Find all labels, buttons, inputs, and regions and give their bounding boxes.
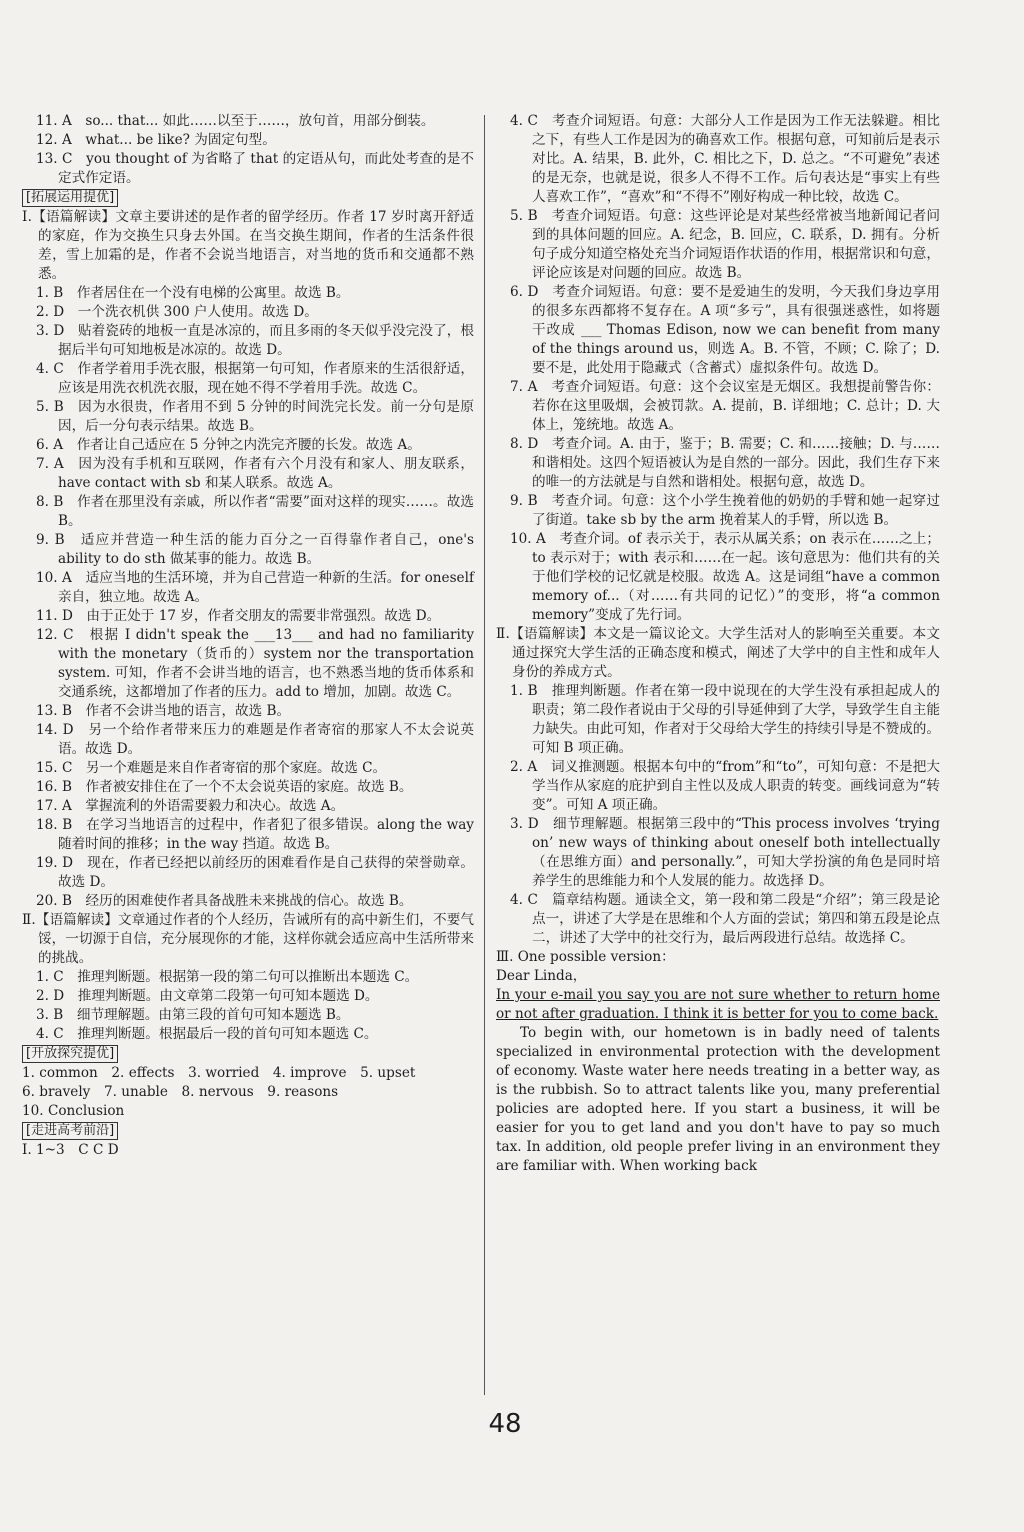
column-divider xyxy=(484,115,485,1395)
answer-item: 4. C 考查介词短语。句意：大部分人工作是因为工作无法躲避。相比之下，有些人工作是因为的确喜欢工作。根据句意，可知前后是表示对比。A. 结果，B. 此外，C. 相比之下，D. 总之。“不可避免”表述的是无奈，也就是说，很多人不得不工作。后句表达是“事实上有些人喜欢工作”，“喜欢”和“不得不”刚好构成一种比较，故选 C。 xyxy=(510,113,940,205)
text-line: Dear Linda， xyxy=(496,968,587,984)
answer-item: 1. C 推理判断题。根据第一段的第二句可以推断出本题选 C。 xyxy=(36,969,419,985)
answer-item: 13. B 作者不会讲当地的语言，故选 B。 xyxy=(36,703,291,719)
right-column xyxy=(496,112,940,1176)
section-heading-row xyxy=(22,188,474,208)
answer-item: 17. A 掌握流利的外语需要毅力和决心。故选 A。 xyxy=(36,798,345,814)
page-number: 48 xyxy=(488,1409,522,1439)
answer-item: 3. D 细节理解题。根据第三段中的“This process involves ‘trying on’ new ways of thinking about oneself both intellectually（在思维方面）and personally.”，可知大学扮演的角色是同时培养学生的思维能力和个人发展的能力。故选择 D。 xyxy=(510,816,940,889)
answer-item: 10. A 适应当地的生活环境，并为自己营造一种新的生活。for oneself 亲自，独立地。故选 A。 xyxy=(36,570,474,605)
text-line: Ⅰ. 1~3 C C D xyxy=(22,1142,119,1158)
answer-item: 19. D 现在，作者已经把以前经历的困难看作是自己获得的荣誉勋章。故选 D。 xyxy=(36,855,474,890)
text-line: In your e-mail you say you are not sure whether to return home or not after graduation. I think it is better for you to come back. xyxy=(496,987,940,1022)
answer-item: 9. B 适应并营造一种生活的能力百分之一百得靠作者自己，one's ability to do sth 做某事的能力。故选 B。 xyxy=(36,532,474,567)
answer-item: 6. D 考查介词短语。句意：要不是爱迪生的发明，今天我们身边享用的很多东西都将不复存在。A 项“多亏”，具有很强迷惑性，如将题干改成 ___ Thomas Edison, now we can benefit from many of the things around us，则选 A。B. 不管，不顾；C. 除了；D. 要不是，此处用于隐藏式（含蓄式）虚拟条件句。故选 D。 xyxy=(510,284,940,376)
answer-item: 13. C you thought of 为省略了 that 的定语从句，而此处考查的是不定式作定语。 xyxy=(36,151,474,186)
passage-summary: Ⅱ.【语篇解读】文章通过作者的个人经历，告诫所有的高中新生们，不要气馁，一切源于自信，充分展现你的才能，这样你就会适应高中生活所带来的挑战。 xyxy=(22,912,474,966)
answer-item: 8. D 考查介词。A. 由于，鉴于；B. 需要；C. 和……接触；D. 与……和谐相处。这四个短语被认为是自然的一部分。因此，我们生存下来的唯一的方法就是与自然和谐相处。根据句意，故选 D。 xyxy=(510,436,940,490)
answer-item: 3. B 细节理解题。由第三段的首句可知本题选 B。 xyxy=(36,1007,350,1023)
answer-item: 7. A 考查介词短语。句意：这个会议室是无烟区。我想提前警告你：若你在这里吸烟，会被罚款。A. 提前，B. 详细地；C. 总计；D. 大体上，笼统地。故选 A。 xyxy=(510,379,940,433)
answer-item: 3. D 贴着瓷砖的地板一直是冰凉的，而且多雨的冬天似乎没完没了，根据后半句可知地板是冰凉的。故选 D。 xyxy=(36,323,474,358)
answer-item: 11. D 由于正处于 17 岁，作者交朋友的需要非常强烈。故选 D。 xyxy=(36,608,441,624)
answer-item: 4. C 篇章结构题。通读全文，第一段和第二段是“介绍”；第三段是论点一，讲述了大学是在思维和个人方面的尝试；第四和第五段是论点二，讲述了大学中的社交行为，最后两段进行总结。故选择 C。 xyxy=(510,892,940,946)
answer-item: 12. A what... be like? 为固定句型。 xyxy=(36,132,276,148)
section-heading-row xyxy=(22,1121,474,1141)
answer-item: 20. B 经历的困难使作者具备战胜未来挑战的信心。故选 B。 xyxy=(36,893,413,909)
answer-item: 2. D 一个洗衣机供 300 户人使用。故选 D。 xyxy=(36,304,318,320)
answer-item: 8. B 作者在那里没有亲戚，所以作者“需要”面对这样的现实……。故选 B。 xyxy=(36,494,474,529)
passage-summary: Ⅱ.【语篇解读】本文是一篇议论文。大学生活对人的影响至关重要。本文通过探究大学生活的正确态度和模式，阐述了大学中的自主性和成年人身份的养成方式。 xyxy=(496,626,940,680)
answer-item: 2. D 推理判断题。由文章第二段第一句可知本题选 D。 xyxy=(36,988,379,1004)
text-line: 1. common 2. effects 3. worried 4. improve 5. upset xyxy=(22,1065,416,1081)
section-heading: [走进高考前沿] xyxy=(22,1122,118,1140)
section-heading: [拓展运用提优] xyxy=(22,189,118,207)
text-line: To begin with, our hometown is in badly need of talents specialized in environmental protection with the development of economy. Waste water here needs treating in a better way, as is the rubbish. So to attract talents like you, many preferential policies are adopted here. If you start a business, it will be easier for you to get land and you don't have to pay so much tax. In addition, old people prefer living in an environment they are familiar with. When working back xyxy=(496,1025,940,1174)
answer-item: 12. C 根据 I didn't speak the ___13___ and had no familiarity with the monetary（货币的）system nor the transportation system. 可知，作者不会讲当地的语言，也不熟悉当地的货币体系和交通系统，这都增加了作者的压力。add to 增加，加剧。故选 C。 xyxy=(36,627,474,700)
answer-item: 1. B 作者居住在一个没有电梯的公寓里。故选 B。 xyxy=(36,285,350,301)
answer-item: 11. A so... that... 如此……以至于……，放句首，用部分倒装。 xyxy=(36,113,435,129)
answer-item: 10. A 考查介词。of 表示关于，表示从属关系；on 表示在……之上；to 表示对于；with 表示和……在一起。该句意思为：他们共有的关于他们学校的记忆就是校服。故选 A。这是词组“have a common memory of...（对……有共同的记忆）”的变形，将“a common memory”变成了先行词。 xyxy=(510,531,940,623)
text-line: 6. bravely 7. unable 8. nervous 9. reasons xyxy=(22,1084,339,1100)
passage-summary: Ⅰ.【语篇解读】文章主要讲述的是作者的留学经历。作者 17 岁时离开舒适的家庭，作为交换生只身去外国。在当交换生期间，作者的生活条件很差，雪上加霜的是，作者不会说当地语言，对当地的货币和交通都不熟悉。 xyxy=(22,209,474,282)
answer-item: 5. B 考查介词短语。句意：这些评论是对某些经常被当地新闻记者问到的具体问题的回应。A. 纪念，B. 回应，C. 联系，D. 拥有。分析句子成分知道空格处充当介词短语作状语的作用，根据常识和句意，评论应该是对问题的回应。故选 B。 xyxy=(510,208,940,281)
answer-item: 4. C 推理判断题。根据最后一段的首句可知本题选 C。 xyxy=(36,1026,378,1042)
answer-item: 16. B 作者被安排住在了一个不太会说英语的家庭。故选 B。 xyxy=(36,779,413,795)
answer-item: 7. A 因为没有手机和互联网，作者有六个月没有和家人、朋友联系，have contact with sb 和某人联系。故选 A。 xyxy=(36,456,474,491)
text-line: 10. Conclusion xyxy=(22,1103,125,1119)
answer-item: 5. B 因为水很贵，作者用不到 5 分钟的时间洗完长发。前一分句是原因，后一分句表示结果。故选 B。 xyxy=(36,399,474,434)
answer-item: 6. A 作者让自己适应在 5 分钟之内洗完齐腰的长发。故选 A。 xyxy=(36,437,421,453)
section-heading-row xyxy=(22,1044,474,1064)
answer-item: 15. C 另一个难题是来自作者寄宿的那个家庭。故选 C。 xyxy=(36,760,387,776)
answer-item: 14. D 另一个给作者带来压力的难题是作者寄宿的那家人不太会说英语。故选 D。 xyxy=(36,722,474,757)
answer-item: 1. B 推理判断题。作者在第一段中说现在的大学生没有承担起成人的职责；第二段作者说由于父母的引导延伸到了大学，导致学生自主能力缺失。由此可知，作者对于父母给大学生的持续引导是不赞成的。可知 B 项正确。 xyxy=(510,683,940,756)
answer-item: 9. B 考查介词。句意：这个小学生挽着他的奶奶的手臂和她一起穿过了街道。take sb by the arm 挽着某人的手臂，所以选 B。 xyxy=(510,493,940,528)
left-column xyxy=(22,112,474,1160)
answer-item: 18. B 在学习当地语言的过程中，作者犯了很多错误。along the way 随着时间的推移；in the way 挡道。故选 B。 xyxy=(36,817,474,852)
answer-item: 4. C 作者学着用手洗衣服，根据第一句可知，作者原来的生活很舒适，应该是用洗衣机洗衣服，现在她不得不学着用手洗。故选 C。 xyxy=(36,361,474,396)
text-line: Ⅲ. One possible version： xyxy=(496,949,675,965)
section-heading: [开放探究提优] xyxy=(22,1045,118,1063)
answer-item: 2. A 词义推测题。根据本句中的“from”和“to”，可知句意：不是把大学当作从家庭的庇护到自主性以及成人职责的转变。画线词意为“转变”。可知 A 项正确。 xyxy=(510,759,940,813)
